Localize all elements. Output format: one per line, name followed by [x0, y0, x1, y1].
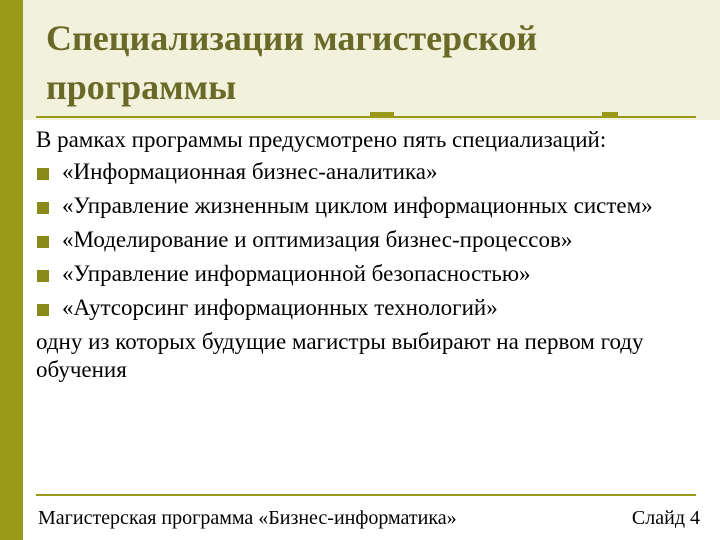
- specialization-label: «Информационная бизнес-аналитика»: [62, 159, 438, 184]
- footer-program-name: Магистерская программа «Бизнес-информатика»: [38, 507, 457, 529]
- title-divider-accent: [602, 112, 618, 116]
- list-item: [36, 158, 716, 186]
- specialization-label: «Управление жизненным циклом информационных систем»: [62, 193, 653, 218]
- footer-slide-number: Слайд 4: [631, 507, 700, 529]
- square-bullet-icon: [37, 270, 49, 282]
- list-item: [36, 260, 716, 288]
- outro-text: одну из которых будущие магистры выбирают на первом году обучения: [36, 329, 644, 382]
- square-bullet-icon: [37, 168, 49, 180]
- square-bullet-icon: [37, 202, 49, 214]
- square-bullet-icon: [37, 236, 49, 248]
- square-bullet-icon: [37, 304, 49, 316]
- intro-text: В рамках программы предусмотрено пять специализаций:: [36, 127, 607, 152]
- list-item: [36, 192, 716, 220]
- title-divider-accent: [370, 112, 394, 116]
- footer-divider: [36, 494, 696, 496]
- list-item: [36, 294, 716, 322]
- left-accent-bar: [0, 0, 23, 540]
- list-item: [36, 226, 716, 254]
- specialization-label: «Аутсорсинг информационных технологий»: [62, 295, 498, 320]
- slide-body: [36, 126, 716, 384]
- title-divider: [36, 116, 696, 118]
- specialization-label: «Моделирование и оптимизация бизнес-процессов»: [62, 227, 573, 252]
- specialization-list: [36, 158, 716, 322]
- slide-title: Специализации магистерской программы: [46, 18, 538, 107]
- specialization-label: «Управление информационной безопасностью»: [62, 261, 531, 286]
